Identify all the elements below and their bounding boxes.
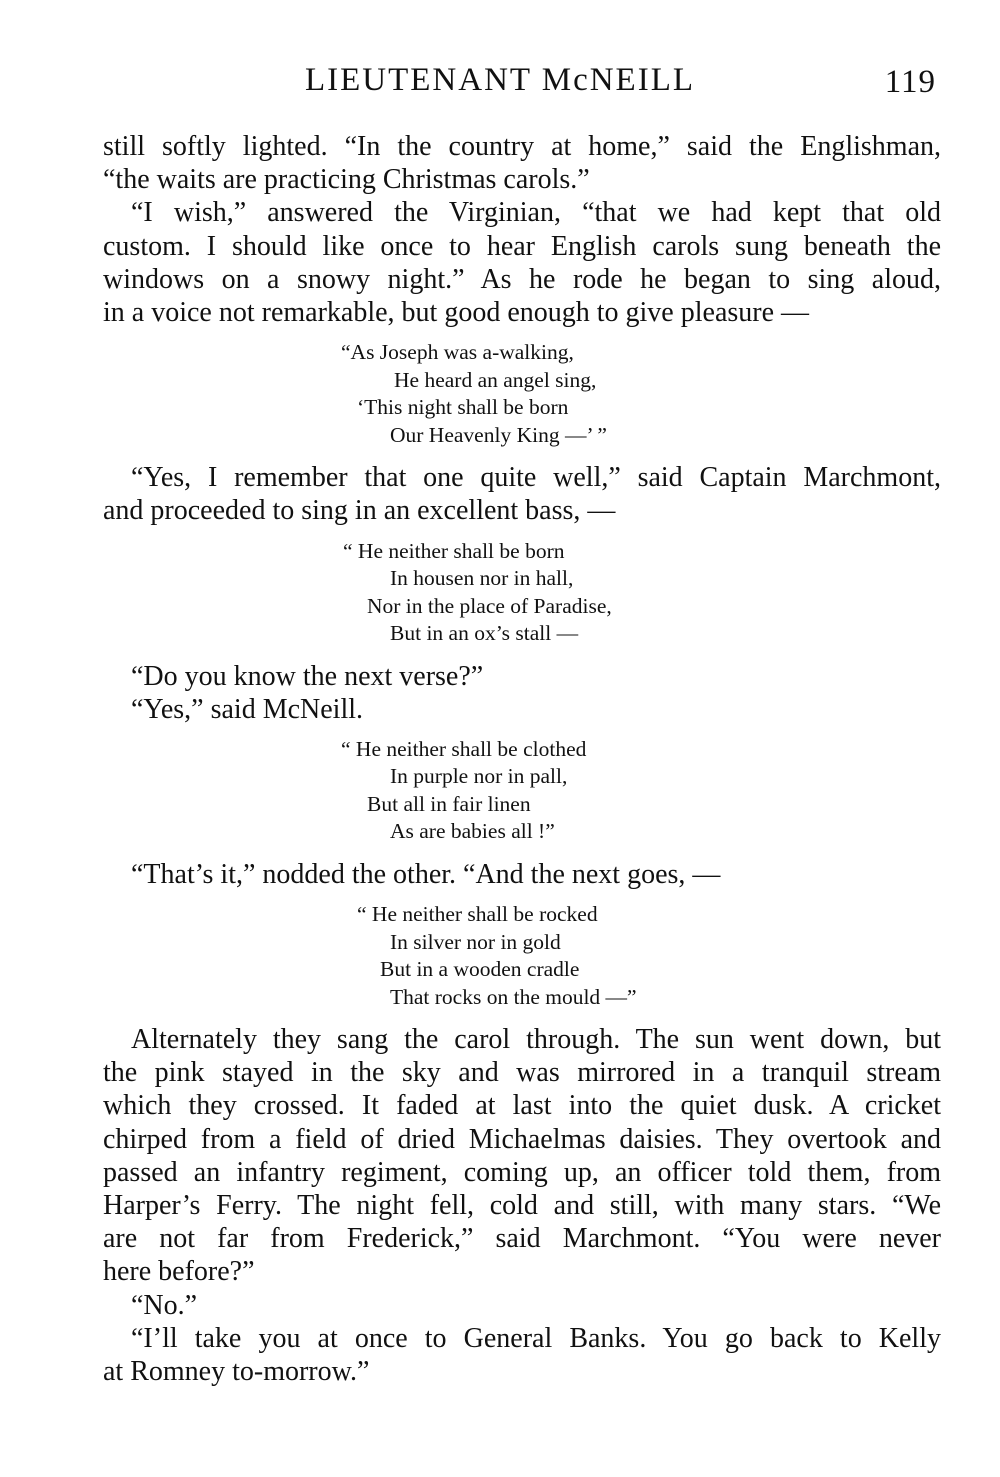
verse-line: In purple nor in pall, [390, 764, 568, 789]
paragraph [103, 196, 941, 329]
text-line: still softly lighted. “In the country at home,” said the Englishman, [103, 131, 941, 162]
verse-line: But in a wooden cradle [380, 957, 580, 982]
text-line: the pink stayed in the sky and was mirrored in a tranquil stream [103, 1057, 941, 1089]
page-body [103, 130, 941, 1388]
paragraph [103, 693, 941, 726]
text-line: at Romney to-morrow.” [103, 1355, 370, 1387]
page-header [0, 62, 1000, 106]
text-line: windows on a snowy night.” As he rode he began to sing aloud, [103, 263, 941, 295]
text-line: Harper’s Ferry. The night fell, cold and still, with many stars. “We [103, 1190, 941, 1221]
text-line: passed an infantry regiment, coming up, an officer told them, from [103, 1156, 941, 1188]
text-line: “That’s it,” nodded the other. “And the next goes, — [131, 858, 721, 890]
verse-stanza [103, 339, 941, 449]
page-number: 119 [884, 64, 936, 100]
text-line: which they crossed. It faded at last into the quiet dusk. A cricket [103, 1090, 941, 1122]
verse-line: That rocks on the mould —” [390, 984, 637, 1009]
text-line: in a voice not remarkable, but good enough to give pleasure — [103, 296, 810, 328]
verse-line: Our Heavenly King —’ ” [390, 422, 607, 447]
verse-line: As are babies all !” [390, 819, 555, 844]
verse-line: ‘This night shall be born [357, 395, 569, 420]
text-line: custom. I should like once to hear English carols sung beneath the [103, 230, 941, 262]
paragraph [103, 1289, 941, 1322]
paragraph [103, 1322, 941, 1388]
text-line: “Yes, I remember that one quite well,” said Captain Marchmont, [131, 462, 941, 494]
text-line: “the waits are practicing Christmas carols.” [103, 164, 590, 196]
paragraph [103, 130, 941, 196]
paragraph [103, 660, 941, 693]
verse-line: “As Joseph was a-walking, [341, 340, 574, 365]
text-line: chirped from a field of dried Michaelmas daisies. They overtook and [103, 1123, 941, 1155]
text-line: “I’ll take you at once to General Banks. You go back to Kelly [131, 1322, 941, 1354]
verse-line: But all in fair linen [367, 791, 531, 816]
verse-stanza [103, 538, 941, 648]
verse-line: He heard an angel sing, [394, 367, 597, 392]
verse-line: In silver nor in gold [390, 929, 561, 954]
text-line: “Do you know the next verse?” [131, 660, 484, 692]
paragraph [103, 461, 941, 527]
running-head: LIEUTENANT McNEILL [304, 62, 696, 98]
verse-line: But in an ox’s stall — [390, 621, 579, 645]
text-line: here before?” [103, 1256, 255, 1288]
text-line: are not far from Frederick,” said Marchmont. “You were never [103, 1223, 941, 1255]
text-line: Alternately they sang the carol through. The sun went down, but [131, 1024, 941, 1056]
verse-line: “ He neither shall be rocked [357, 902, 598, 927]
paragraph [103, 1023, 941, 1289]
verse-line: “ He neither shall be clothed [341, 736, 587, 761]
verse-stanza [103, 736, 941, 846]
text-line: “I wish,” answered the Virginian, “that we had kept that old [131, 197, 941, 229]
text-line: “No.” [131, 1289, 198, 1321]
verse-stanza [103, 901, 941, 1011]
text-line: “Yes,” said McNeill. [131, 693, 364, 725]
verse-line: In housen nor in hall, [390, 566, 574, 590]
text-line: and proceeded to sing in an excellent bass, — [103, 495, 616, 527]
verse-line: “ He neither shall be born [343, 538, 565, 563]
paragraph [103, 858, 941, 891]
verse-line: Nor in the place of Paradise, [367, 593, 612, 618]
